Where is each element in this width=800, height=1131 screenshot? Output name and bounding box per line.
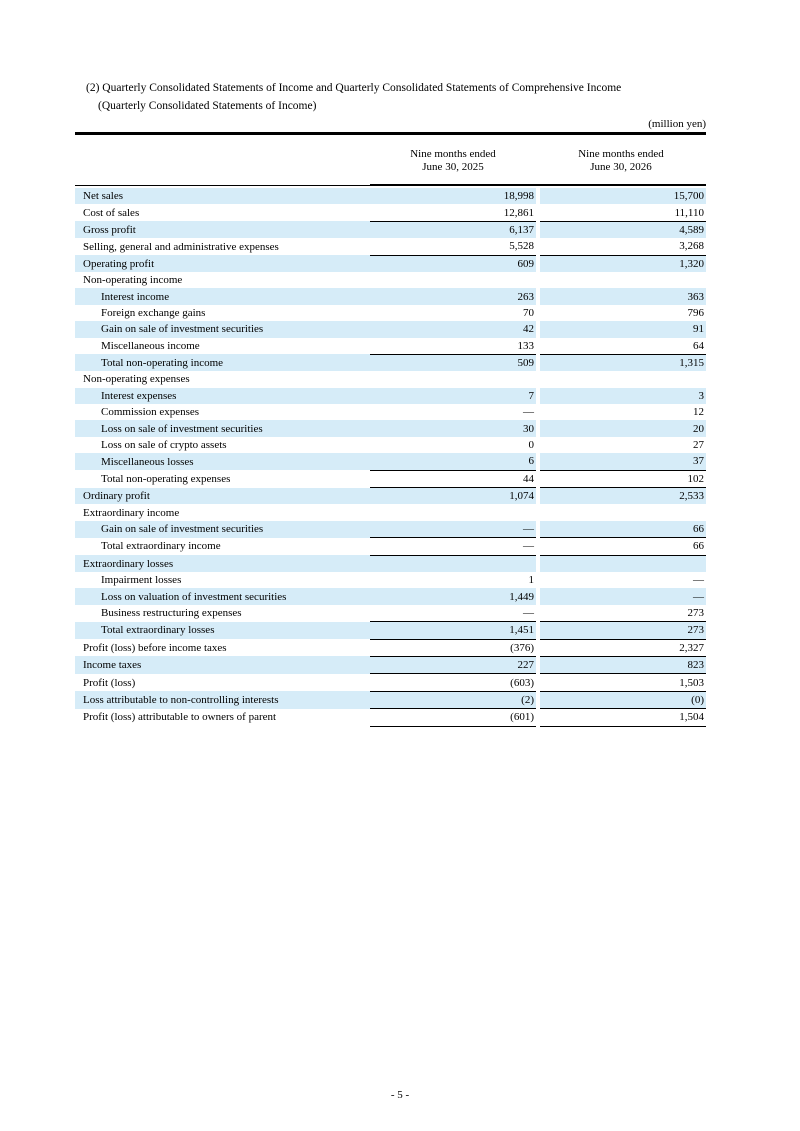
table-row (75, 453, 706, 470)
value-2026: 3,268 (679, 240, 704, 253)
table-row (75, 588, 706, 604)
value-2025: 18,998 (370, 188, 536, 204)
row-label: Total non-operating income (75, 354, 370, 371)
value-2025 (370, 371, 536, 387)
table-row (75, 354, 706, 371)
table-row (75, 555, 706, 572)
table-row (75, 321, 706, 337)
value-2026: 11,110 (674, 206, 704, 219)
value-2026: 102 (540, 470, 706, 487)
value-2026: (0) (540, 691, 706, 708)
row-label: Miscellaneous income (101, 339, 200, 352)
page-number: - 5 - (390, 1089, 410, 1101)
value-2026: 1,503 (540, 674, 706, 691)
row-label: Non-operating income (83, 274, 183, 287)
row-label: Profit (loss) before income taxes (83, 641, 227, 654)
value-2025: 509 (370, 354, 536, 371)
value-2026: 20 (540, 420, 706, 436)
table-row (75, 709, 706, 726)
row-label: Loss attributable to non-controlling interests (75, 691, 370, 708)
row-label: Net sales (75, 188, 370, 204)
value-2026: 796 (687, 306, 704, 319)
row-label: Total extraordinary losses (75, 622, 370, 639)
value-2025: 44 (370, 470, 536, 487)
value-2025: 1,449 (370, 588, 536, 604)
value-2025: 0 (528, 439, 534, 452)
row-label: Gain on sale of investment securities (75, 321, 370, 337)
row-label: Total extraordinary income (101, 540, 221, 553)
value-2025: (601) (370, 709, 536, 726)
row-label: Loss on sale of investment securities (75, 420, 370, 436)
row-label: Miscellaneous losses (75, 453, 370, 470)
row-label: Loss on sale of crypto assets (101, 439, 227, 452)
value-2026: 2,533 (540, 488, 706, 505)
value-2025 (370, 555, 536, 572)
value-2025: 1 (528, 574, 534, 587)
unit-label: (million yen) (648, 118, 706, 130)
value-2026: 66 (540, 521, 706, 538)
value-2026: 1,320 (540, 255, 706, 272)
value-2026: 273 (687, 606, 704, 619)
row-label: Operating profit (75, 255, 370, 272)
table-row (75, 656, 706, 673)
statement-title: (2) Quarterly Consolidated Statements of Income and Quarterly Consolidated Statements of Comprehensive Income (86, 82, 622, 94)
value-2026 (540, 504, 706, 520)
value-2026: 273 (540, 622, 706, 639)
value-2026: 4,589 (540, 221, 706, 238)
value-2026: 15,700 (540, 188, 706, 204)
table-row (75, 691, 706, 708)
value-2026: 3 (540, 388, 706, 404)
value-2025: 70 (523, 306, 534, 319)
value-2025: 1,451 (370, 622, 536, 639)
value-2026: 1,504 (540, 709, 706, 726)
value-2025: — (370, 538, 536, 555)
value-2026 (540, 272, 706, 288)
table-row (75, 204, 706, 221)
income-statement-body (75, 188, 706, 726)
value-2026: 27 (693, 439, 704, 452)
table-row (75, 572, 706, 588)
row-label: Non-operating expenses (83, 373, 190, 386)
row-label: Business restructuring expenses (101, 607, 242, 620)
row-label: Foreign exchange gains (101, 306, 206, 319)
value-2025: — (370, 521, 536, 538)
table-row (75, 488, 706, 505)
table-row (75, 238, 706, 255)
value-2025 (370, 504, 536, 520)
value-2026: 823 (540, 656, 706, 673)
row-label: Gross profit (75, 221, 370, 238)
row-label: Extraordinary losses (75, 555, 370, 572)
row-label: Ordinary profit (75, 488, 370, 505)
table-row (75, 305, 706, 321)
value-2025: (2) (370, 691, 536, 708)
value-2025: 7 (370, 388, 536, 404)
value-2026 (540, 555, 706, 572)
row-label: Income taxes (75, 656, 370, 673)
top-rule (75, 132, 706, 135)
value-2026: 363 (540, 288, 706, 304)
row-label: Cost of sales (83, 206, 140, 219)
value-2025: 5,528 (509, 240, 534, 253)
table-row (75, 404, 706, 420)
row-label: Interest expenses (75, 388, 370, 404)
table-row (75, 622, 706, 639)
header-rule (75, 185, 706, 186)
table-row (75, 188, 706, 204)
table-row (75, 420, 706, 436)
table-row (75, 538, 706, 555)
value-2026: — (693, 574, 704, 587)
column-header-2026 (538, 148, 704, 174)
table-row (75, 255, 706, 272)
value-2026: 2,327 (540, 639, 706, 656)
row-label: Commission expenses (101, 406, 200, 419)
value-2025: 12,861 (503, 206, 534, 219)
column-header-2025-line2: June 30, 2025 (422, 161, 484, 173)
value-2025: 263 (370, 288, 536, 304)
statement-subtitle: (Quarterly Consolidated Statements of Income) (98, 100, 317, 112)
row-label: Interest income (75, 288, 370, 304)
value-2026: 37 (540, 453, 706, 470)
table-row (75, 605, 706, 622)
value-2025: 6 (370, 453, 536, 470)
table-row (75, 388, 706, 404)
row-label: Selling, general and administrative expenses (83, 240, 279, 253)
value-2025: — (523, 606, 534, 619)
value-2025: (603) (370, 674, 536, 691)
value-2025: 133 (517, 339, 534, 352)
column-header-2026-line1: Nine months ended (578, 148, 664, 160)
value-2025: (376) (370, 639, 536, 656)
value-2025: — (523, 406, 534, 419)
row-label: Loss on valuation of investment securities (75, 588, 370, 604)
table-row (75, 272, 706, 288)
column-header-2025-line1: Nine months ended (410, 148, 496, 160)
table-row (75, 639, 706, 656)
value-2026: 66 (540, 538, 706, 555)
header-rule-columns (370, 184, 706, 185)
value-2026: — (540, 588, 706, 604)
value-2025: 42 (370, 321, 536, 337)
value-2025: 227 (370, 656, 536, 673)
table-row (75, 521, 706, 538)
row-label: Total non-operating expenses (101, 472, 231, 485)
value-2026: 64 (693, 339, 704, 352)
value-2025: 1,074 (370, 488, 536, 505)
row-label: Impairment losses (101, 574, 182, 587)
column-header-2025 (370, 148, 536, 174)
row-label: Profit (loss) (83, 676, 136, 689)
value-2025: 609 (370, 255, 536, 272)
table-row (75, 288, 706, 304)
row-label: Extraordinary income (83, 506, 180, 519)
table-row (75, 221, 706, 238)
income-statement-table (75, 188, 706, 727)
row-label: Profit (loss) attributable to owners of parent (83, 711, 277, 724)
table-row (75, 504, 706, 520)
table-row (75, 674, 706, 691)
row-label: Gain on sale of investment securities (75, 521, 370, 538)
table-row (75, 371, 706, 387)
value-2026: 12 (693, 406, 704, 419)
value-2026: 91 (540, 321, 706, 337)
column-header-2026-line2: June 30, 2026 (590, 161, 652, 173)
table-row (75, 437, 706, 453)
value-2026: 1,315 (540, 354, 706, 371)
table-row (75, 470, 706, 487)
value-2025: 6,137 (370, 221, 536, 238)
value-2026 (540, 371, 706, 387)
value-2025 (370, 272, 536, 288)
value-2025: 30 (370, 420, 536, 436)
table-row (75, 338, 706, 355)
